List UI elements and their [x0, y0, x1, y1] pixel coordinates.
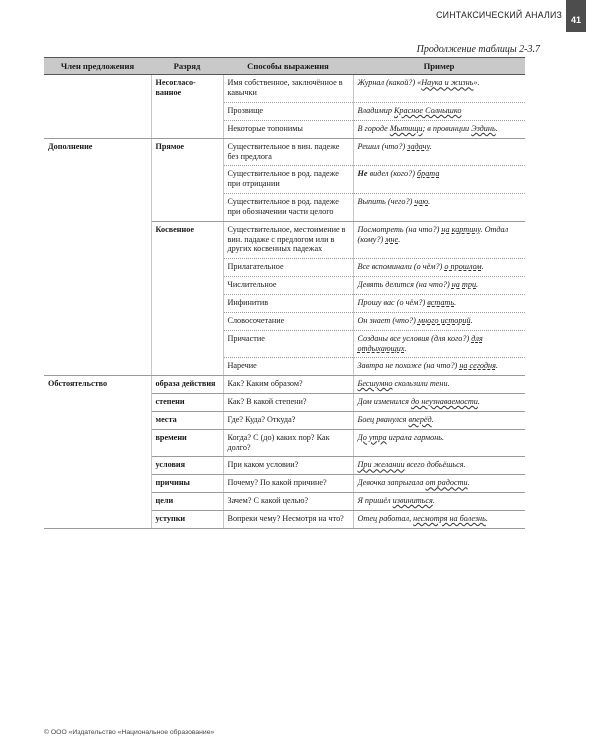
- cell-means: Прозвище: [223, 103, 353, 121]
- example-segment: .: [454, 297, 457, 307]
- example-segment: Журнал (какой?) «: [357, 78, 422, 88]
- grammar-table: [44, 57, 525, 529]
- example-segment: чаю: [414, 197, 429, 207]
- example-segment: .: [467, 478, 470, 488]
- table-body: [44, 75, 525, 528]
- example-segment: Красное Солнышко: [393, 106, 462, 115]
- cell-example: [353, 457, 525, 475]
- table-row: [44, 75, 525, 103]
- example-segment: Я пришёл: [357, 496, 393, 506]
- cell-means: Почему? По какой причине?: [223, 475, 353, 493]
- example-segment: В городе: [357, 123, 390, 133]
- example-segment: Не: [357, 169, 368, 179]
- example-segment: При желании: [357, 460, 405, 470]
- cell-example: [353, 294, 525, 312]
- cell-means: Прилагательное: [223, 259, 353, 277]
- example-segment: о прошлом: [444, 262, 482, 272]
- cell-means: Как? В какой степени?: [223, 394, 353, 412]
- example-segment: видел (кого?): [367, 169, 417, 179]
- example-segment: Мытищи: [389, 123, 423, 133]
- example-segment: на картину: [441, 224, 481, 234]
- example-segment: .: [428, 197, 431, 207]
- example-segment: .: [477, 397, 480, 407]
- cell-example: [353, 394, 525, 412]
- example-segment: вперёд: [408, 414, 432, 424]
- cell-means: Когда? С (до) каких пор? Как долго?: [223, 429, 353, 457]
- cell-means: Некоторые топонимы: [223, 120, 353, 138]
- cell-example: [353, 429, 525, 457]
- cell-example: [353, 103, 525, 121]
- cell-example: [353, 330, 525, 358]
- cell-example: [353, 277, 525, 295]
- table-header-row: [44, 58, 525, 75]
- cell-means: Числительное: [223, 277, 353, 295]
- header-example: Пример: [353, 58, 525, 75]
- example-segment: .: [431, 414, 434, 424]
- example-segment: Он знает (что?): [357, 315, 418, 325]
- example-segment: скользили тени.: [392, 379, 450, 389]
- cell-means: Существительное в род. падеже при обозначении части целого: [223, 194, 353, 222]
- cell-category: уступки: [151, 510, 223, 528]
- example-segment: играла гармонь.: [386, 432, 445, 442]
- cell-means: Вопреки чему? Несмотря на что?: [223, 510, 353, 528]
- example-segment: Решил (что?): [357, 141, 408, 151]
- header-category: Разряд: [151, 58, 223, 75]
- cell-means: Существительное в вин. падеже без предлога: [223, 138, 353, 166]
- example-segment: Владимир: [357, 106, 394, 115]
- example-segment: много историй: [417, 315, 471, 325]
- cell-means: Причастие: [223, 330, 353, 358]
- cell-example: [353, 75, 525, 103]
- example-segment: извиниться: [392, 496, 433, 506]
- cell-means: Наречие: [223, 358, 353, 376]
- cell-example: [353, 194, 525, 222]
- cell-category: условия: [151, 457, 223, 475]
- example-segment: от радости: [425, 478, 468, 488]
- cell-example: [353, 120, 525, 138]
- cell-means: Существительное в род. падеже при отрицании: [223, 166, 353, 194]
- example-segment: ; в провинции: [422, 123, 472, 133]
- cell-means: При каком условии?: [223, 457, 353, 475]
- example-segment: Дом изменился: [357, 397, 412, 407]
- example-segment: Девочка запрыгала: [357, 478, 426, 488]
- cell-example: [353, 358, 525, 376]
- cell-means: Словосочетание: [223, 312, 353, 330]
- cell-example: [353, 138, 525, 166]
- cell-category: причины: [151, 475, 223, 493]
- table-row: [44, 138, 525, 166]
- example-segment: Бесшумно: [357, 379, 393, 389]
- cell-means: Зачем? С какой целью?: [223, 493, 353, 511]
- example-segment: . Отдал (кому?): [357, 224, 509, 244]
- example-segment: .: [432, 496, 435, 506]
- cell-means: Где? Куда? Откуда?: [223, 411, 353, 429]
- example-segment: Наука и жизнь: [421, 78, 474, 88]
- cell-category: образа действия: [151, 376, 223, 394]
- example-segment: задачу: [407, 141, 430, 151]
- table-row: [44, 376, 525, 394]
- example-segment: Девять делится (на что?): [357, 280, 452, 290]
- example-segment: Завтра не похоже (на что?): [357, 361, 460, 371]
- cell-means: Имя собственное, заключённое в кавычки: [223, 75, 353, 103]
- cell-example: [353, 259, 525, 277]
- cell-example: [353, 166, 525, 194]
- example-segment: .: [470, 315, 473, 325]
- example-segment: ».: [473, 78, 480, 88]
- section-title: СИНТАКСИЧЕСКИЙ АНАЛИЗ: [436, 10, 562, 20]
- cell-category: цели: [151, 493, 223, 511]
- header-member: Член предложения: [44, 58, 151, 75]
- cell-means: Инфинитив: [223, 294, 353, 312]
- example-segment: Посмотреть (на что?): [357, 224, 442, 234]
- example-segment: .: [429, 141, 432, 151]
- example-segment: .: [404, 343, 407, 353]
- cell-means: Существительное, местоимение в вин. падаже с предлогом или в других косвенных падежах: [223, 221, 353, 259]
- cell-member: Обстоятельство: [44, 376, 151, 529]
- example-segment: .: [398, 234, 401, 244]
- example-segment: для отдыхающих: [357, 333, 483, 353]
- cell-means: Как? Каким образом?: [223, 376, 353, 394]
- cell-example: [353, 510, 525, 528]
- example-segment: Эздинь: [471, 123, 496, 133]
- table-caption: Продолжение таблицы 2-3.7: [416, 44, 540, 55]
- cell-category: Прямое: [151, 138, 223, 221]
- cell-example: [353, 475, 525, 493]
- cell-category: степени: [151, 394, 223, 412]
- example-segment: .: [476, 280, 479, 290]
- example-segment: на три: [451, 280, 477, 290]
- example-segment: всего добьёшься.: [404, 460, 466, 470]
- example-segment: мне: [385, 234, 399, 244]
- cell-example: [353, 411, 525, 429]
- example-segment: До утра: [357, 432, 387, 442]
- page-number: 41: [566, 0, 586, 32]
- example-segment: .: [485, 513, 488, 523]
- cell-example: [353, 221, 525, 259]
- cell-example: [353, 312, 525, 330]
- cell-member: Дополнение: [44, 138, 151, 376]
- example-segment: Выпить (чего?): [357, 197, 415, 207]
- example-segment: Отец работал,: [357, 513, 414, 523]
- cell-example: [353, 376, 525, 394]
- example-segment: брата: [417, 169, 440, 179]
- example-segment: Прошу вас (о чём?): [357, 297, 428, 307]
- example-segment: .: [495, 361, 498, 371]
- example-segment: Все вспоминали (о чём?): [357, 262, 445, 272]
- cell-category: Несогласо-ванное: [151, 75, 223, 138]
- running-head: [0, 0, 600, 34]
- cell-category: Косвенное: [151, 221, 223, 375]
- example-segment: до неузнаваемости: [411, 397, 478, 407]
- example-segment: встать: [427, 297, 455, 307]
- cell-example: [353, 493, 525, 511]
- cell-member: [44, 75, 151, 138]
- example-segment: Боец рванулся: [357, 414, 409, 424]
- example-segment: на сегодня: [459, 361, 496, 371]
- example-segment: Созданы все условия (для кого?): [357, 333, 472, 343]
- example-segment: .: [481, 262, 484, 272]
- cell-category: места: [151, 411, 223, 429]
- cell-category: времени: [151, 429, 223, 457]
- example-segment: несмотря на болезнь: [413, 513, 486, 523]
- copyright-footer: © ООО «Издательство «Национальное образование»: [44, 729, 215, 736]
- example-segment: .: [495, 123, 498, 133]
- header-means: Способы выражения: [223, 58, 353, 75]
